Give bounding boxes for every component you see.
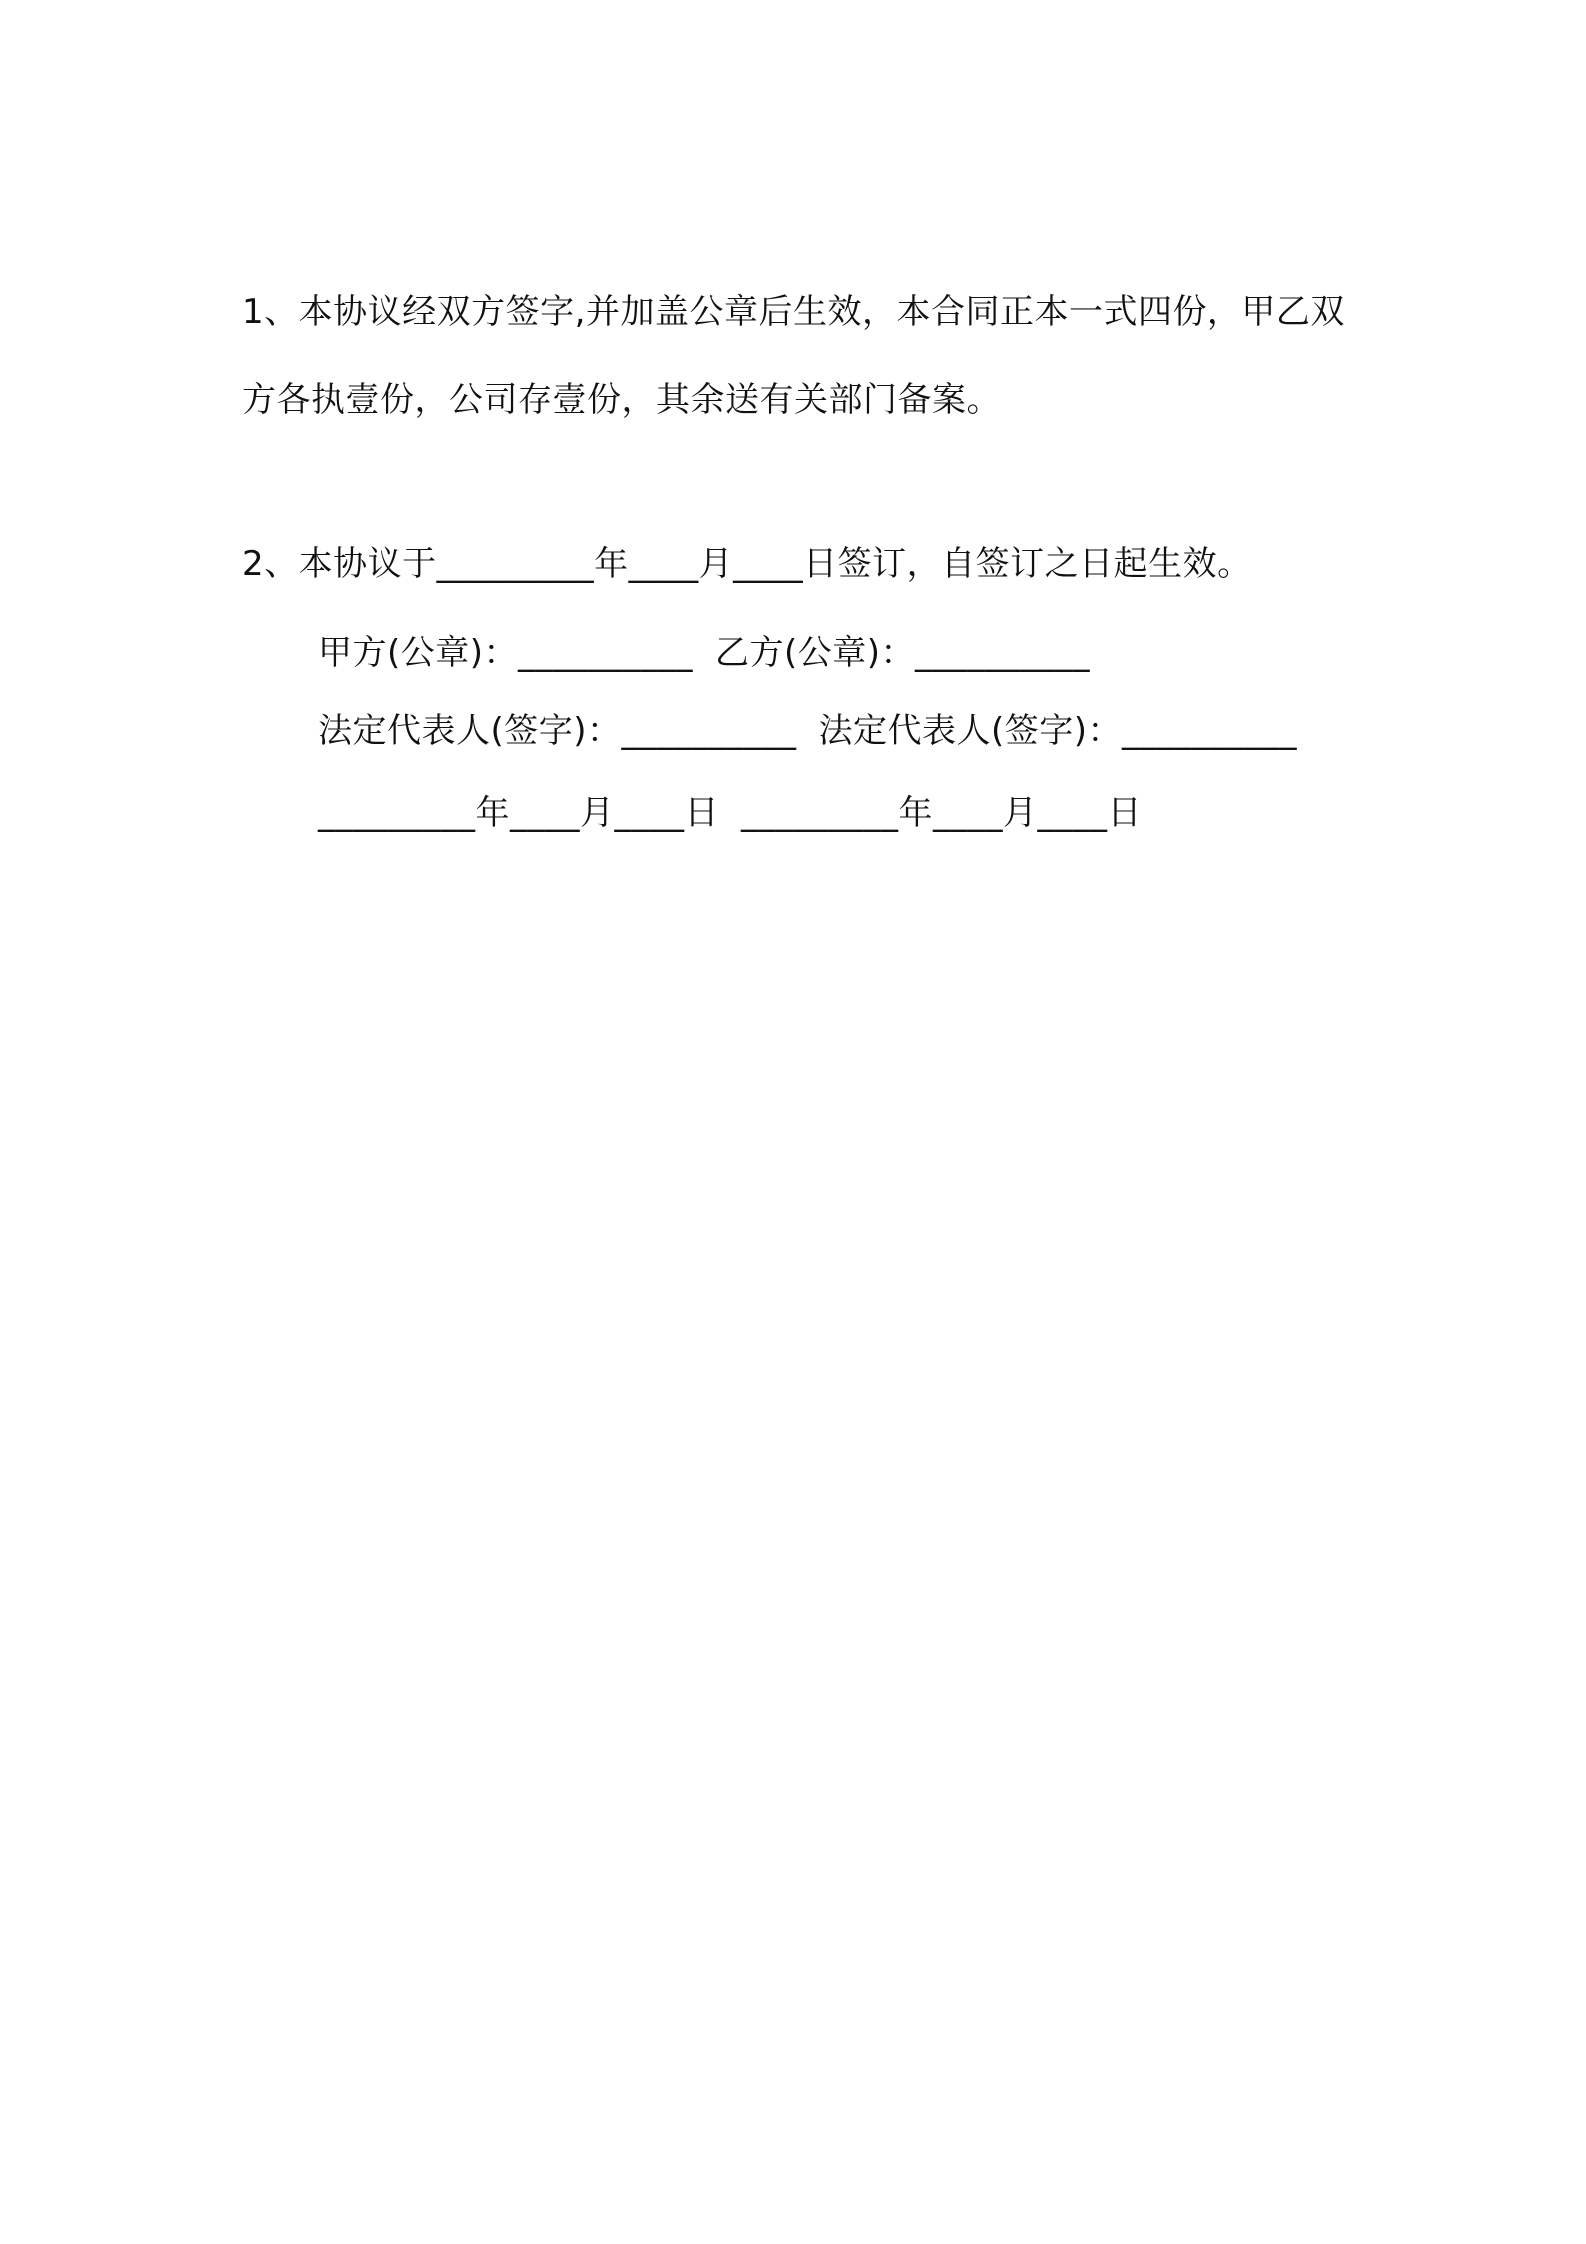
party-a-date-field: _________年____月____日 [318, 793, 719, 833]
clause-2: 2、本协议于_________年____月____日签订，自签订之日起生效。 [242, 544, 1252, 584]
party-a-representative-field: 法定代表人(签字)：__________ [318, 711, 797, 751]
seal-line [318, 628, 1090, 678]
party-a-seal-field: 甲方(公章)：__________ [318, 633, 694, 673]
party-b-date-field: _________年____月____日 [741, 793, 1142, 833]
date-line [318, 788, 1142, 838]
clause-1: 1、本协议经双方签字,并加盖公章后生效，本合同正本一式四份，甲乙双方各执壹份，公司存壹份，其余送有关部门备案。 [242, 292, 1345, 420]
party-b-seal-field: 乙方(公章)：__________ [715, 633, 1091, 673]
party-b-representative-field: 法定代表人(签字)：__________ [818, 711, 1298, 751]
representative-line [318, 706, 1297, 756]
